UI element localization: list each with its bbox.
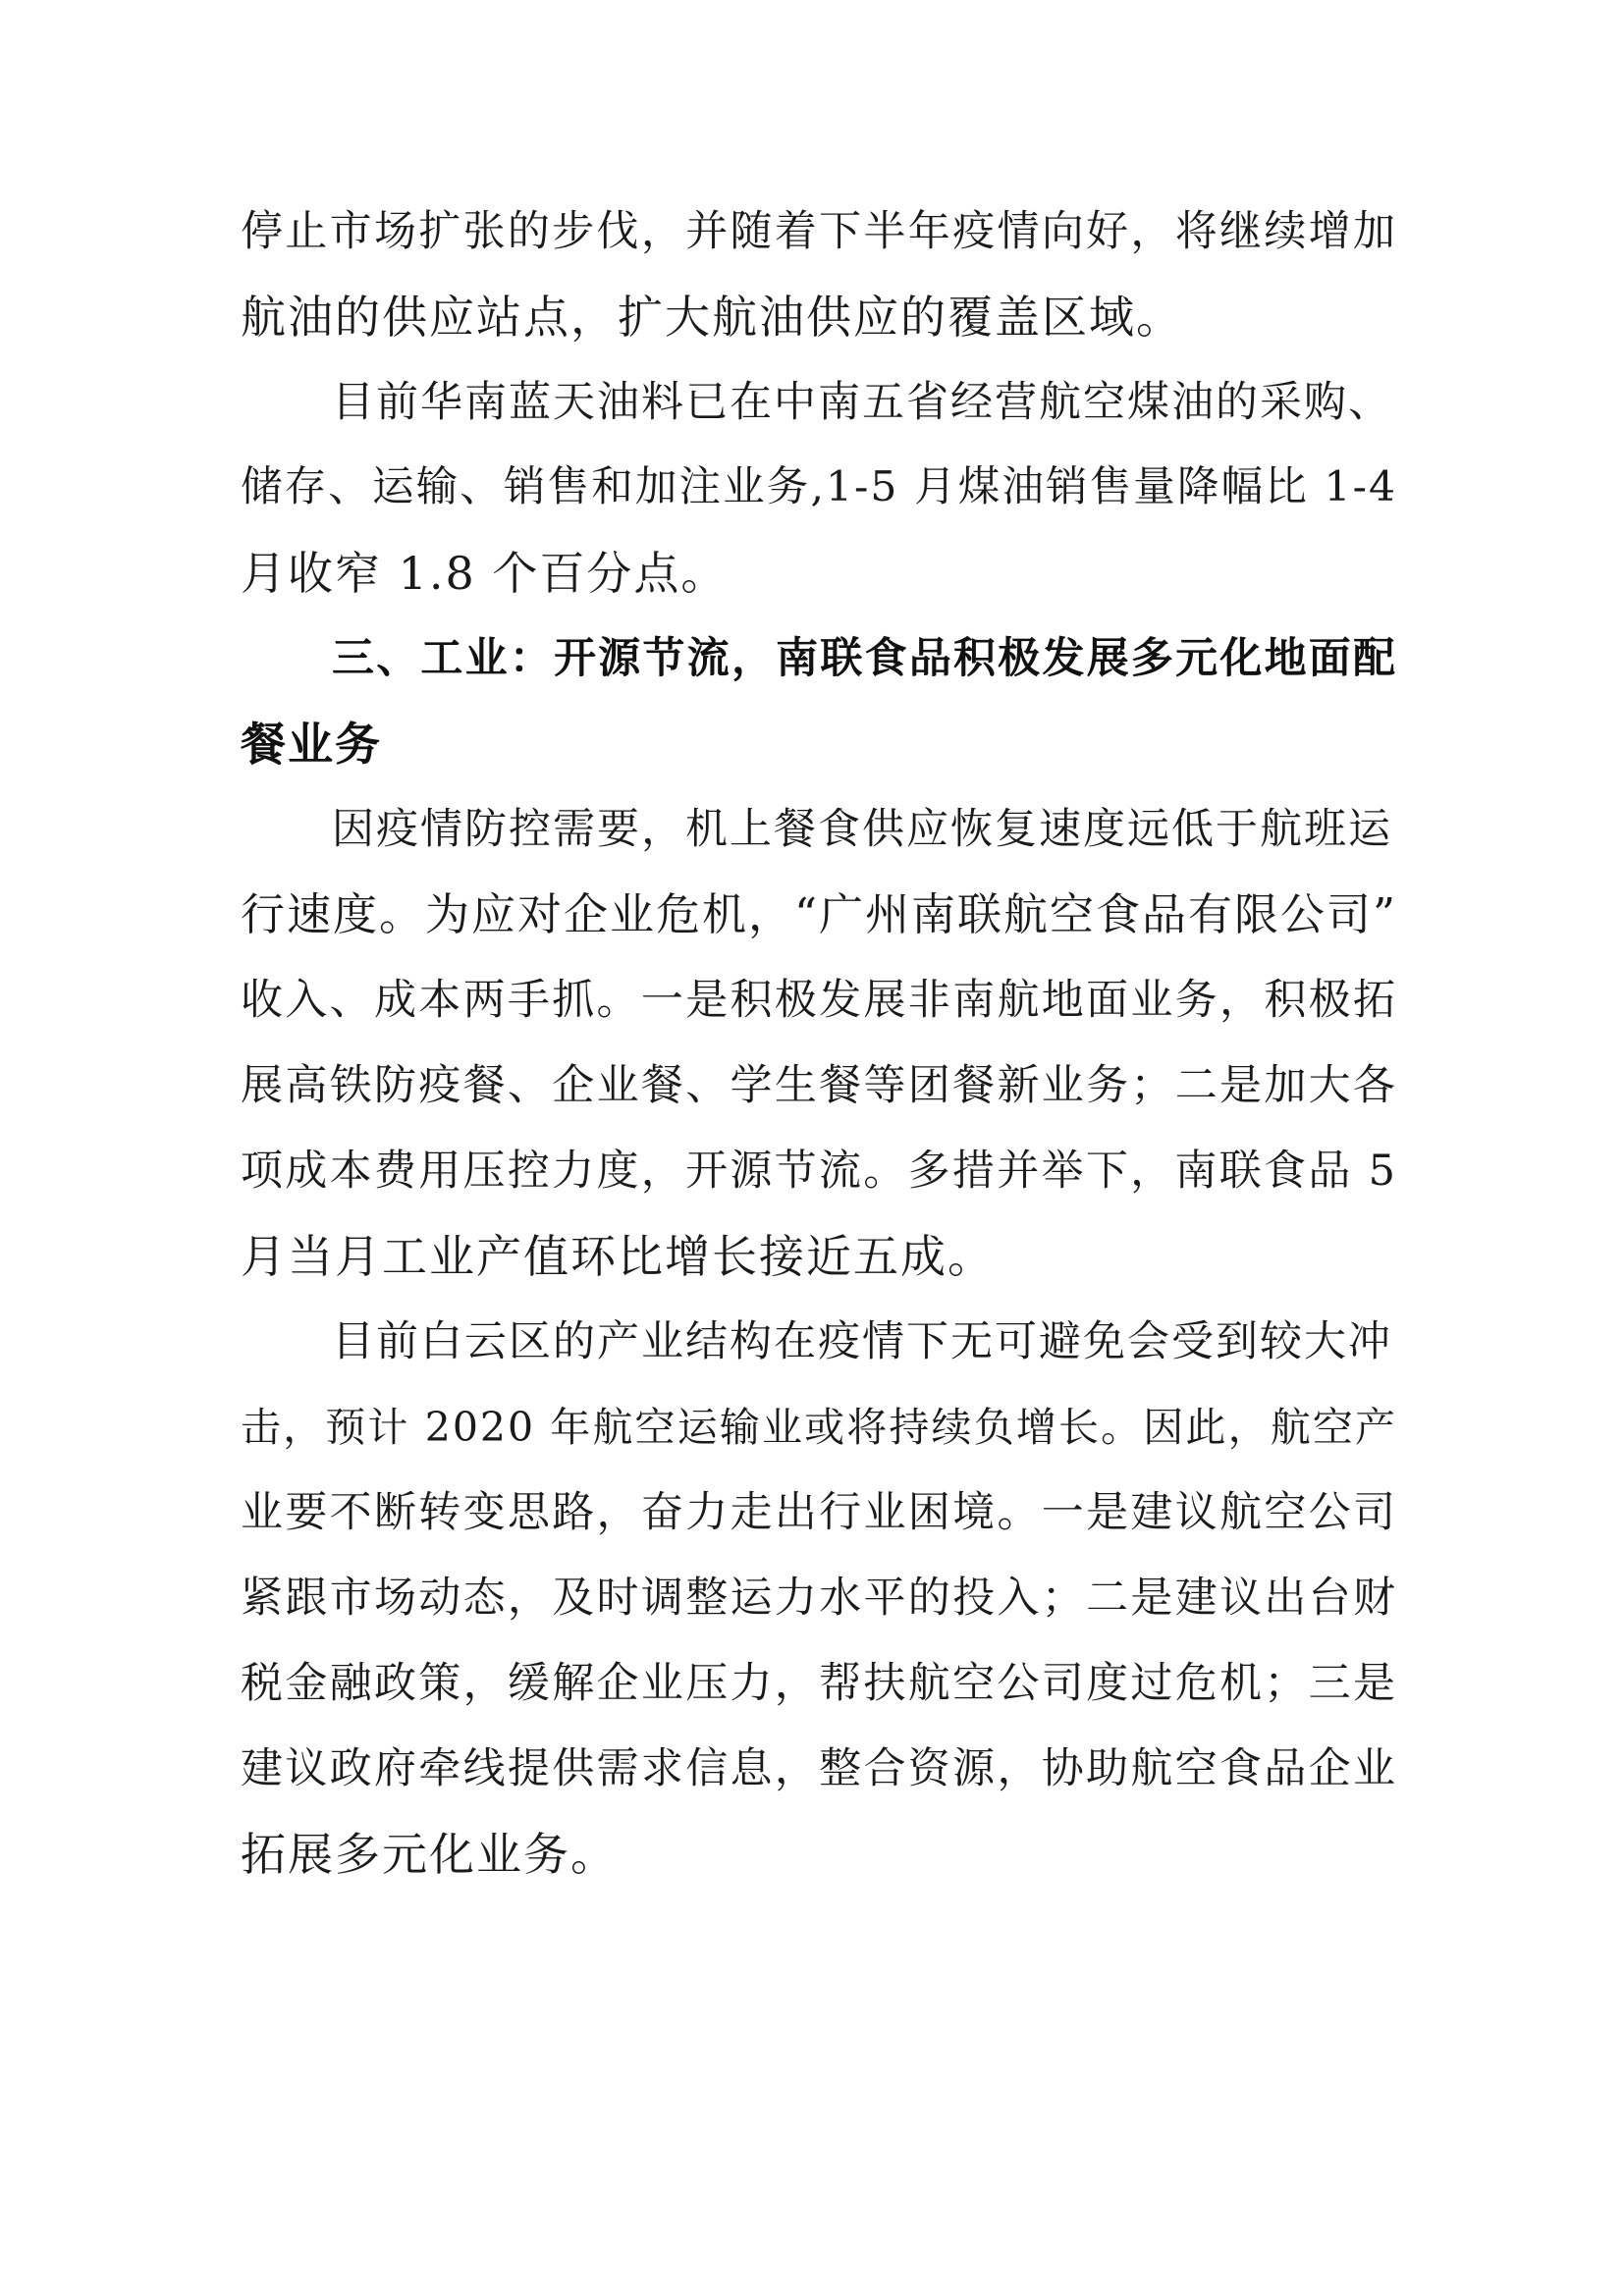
paragraph-line: 击，预计 2020 年航空运输业或将持续负增长。因此，航空产 (241, 1404, 1397, 1451)
paragraph-line: 行速度。为应对企业危机，“广州南联航空食品有限公司” (241, 888, 1398, 940)
paragraph-line: 月当月工业产值环比增长接近五成。 (241, 1230, 995, 1283)
paragraph-line: 目前白云区的产业结构在疫情下无可避免会受到较大冲 (332, 1317, 1392, 1366)
paragraph-line: 拓展多元化业务。 (241, 1828, 618, 1881)
paragraph-line: 业要不断转变思路，奋力走出行业困境。一是建议航空公司 (241, 1488, 1397, 1537)
paragraph-line: 因疫情防控需要，机上餐食供应恢复速度远低于航班运 (332, 805, 1392, 854)
paragraph-line: 税金融政策，缓解企业压力，帮扶航空公司度过危机；三是 (241, 1659, 1397, 1708)
section-heading: 三、工业：开源节流，南联食品积极发展多元化地面配 (332, 634, 1397, 683)
paragraph-line: 项成本费用压控力度，开源节流。多措并举下，南联食品 5 (241, 1147, 1397, 1196)
paragraph-line: 建议政府牵线提供需求信息，整合资源，协助航空食品企业 (241, 1744, 1397, 1793)
paragraph-line: 航油的供应站点，扩大航油供应的覆盖区域。 (241, 291, 1183, 344)
section-heading: 餐业务 (241, 718, 382, 771)
paragraph-line: 收入、成本两手抓。一是积极发展非南航地面业务，积极拓 (241, 976, 1397, 1025)
paragraph-line: 停止市场扩张的步伐，并随着下半年疫情向好，将继续增加 (241, 207, 1397, 256)
paragraph-line: 目前华南蓝天油料已在中南五省经营航空煤油的采购、 (332, 378, 1392, 427)
paragraph-line: 月收窄 1.8 个百分点。 (241, 547, 729, 600)
paragraph-line: 紧跟市场动态，及时调整运力水平的投入；二是建议出台财 (241, 1574, 1397, 1623)
paragraph-line: 储存、运输、销售和加注业务,1-5 月煤油销售量降幅比 1-4 (241, 463, 1397, 511)
paragraph-line: 展高铁防疫餐、企业餐、学生餐等团餐新业务；二是加大各 (241, 1061, 1397, 1110)
